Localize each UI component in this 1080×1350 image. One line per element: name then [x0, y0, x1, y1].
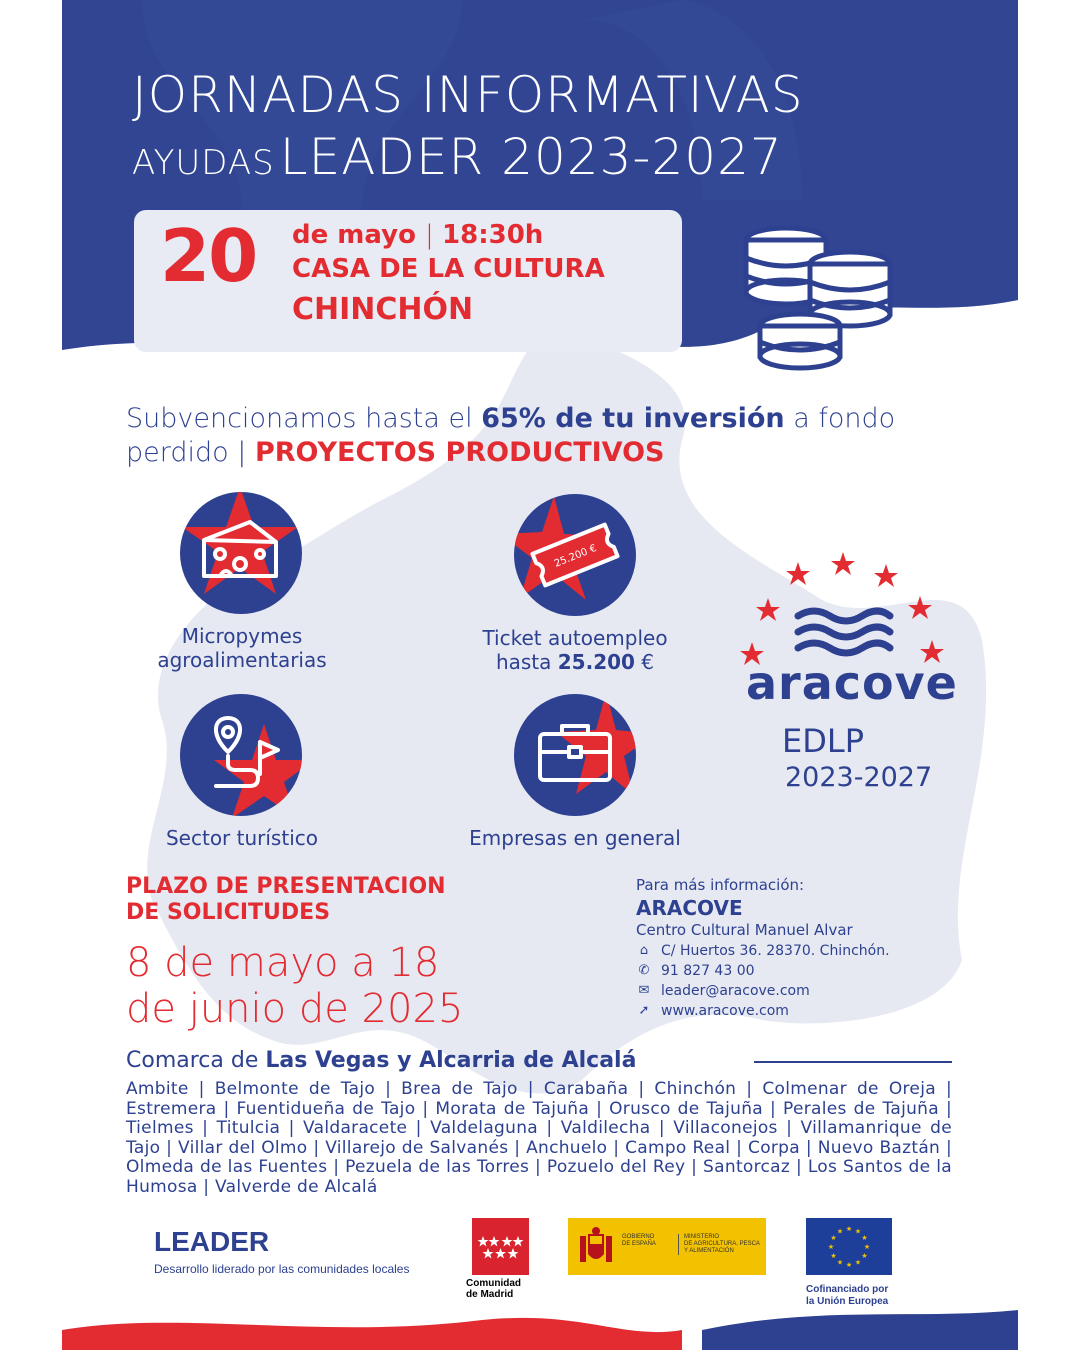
ticket-icon [514, 494, 636, 616]
region-towns: Ambite | Belmonte de Tajo | Brea de Tajo | Carabaña | Chinchón | Colmenar de Oreja | Estremera | Fuentidueña de Tajo | Morata de Tajuña | Orusco de Tajuña | Perales de Tajuña | Tielmes | Titulcia | Valdaracete | Valdelaguna | Valdilecha | Villaconejos | Villamanrique de Tajo | Villar del Olmo | Villarejo de Salvanés | Anchuelo | Campo Real | Corpa | Nuevo Baztán | Olmeda de las Fuentes | Pezuela de las Torres | Pozuelo del Rey | Santorcaz | Los Santos de la Humosa | Valverde de Alcalá [126, 1079, 952, 1197]
send-icon: ➚ [638, 1003, 650, 1018]
edlp-years: 2023-2027 [785, 762, 933, 793]
event-time: 18:30h [442, 220, 544, 250]
home-icon: ⌂ [639, 943, 649, 958]
ticket-label-amount: 25.200 [557, 650, 635, 674]
leader-logo-subtitle: Desarrollo liderado por las comunidades locales [154, 1262, 410, 1276]
cheese-icon [180, 492, 302, 614]
contact-address-row [636, 943, 890, 959]
svg-text:★: ★ [836, 1258, 844, 1267]
min-line-3: Y ALIMENTACIÓN [684, 1248, 734, 1254]
subsidy-highlight-red: PROYECTOS PRODUCTIVOS [254, 437, 665, 468]
event-day: 20 [160, 214, 257, 298]
ticket-label-pre: hasta [495, 650, 558, 674]
gobierno-espana-logo [568, 1218, 766, 1275]
contact-intro: Para más información: [636, 876, 805, 894]
ticket-label-post: € [634, 650, 655, 674]
eu-line-1: Cofinanciado por [806, 1284, 889, 1295]
sector-label-agro: Micropymes agroalimentarias [157, 624, 327, 672]
svg-text:★: ★ [830, 1252, 837, 1260]
contact-web[interactable]: www.aracove.com [661, 1003, 789, 1019]
coat-of-arms-icon [576, 1226, 616, 1268]
event-town: CHINCHÓN [292, 292, 474, 327]
eu-line-2: la Unión Europea [806, 1296, 889, 1307]
subsidy-text-b: a fondo perdido | [126, 403, 896, 468]
svg-text:★: ★ [827, 1243, 835, 1251]
title-line-2 [132, 128, 992, 186]
contact-org: ARACOVE [636, 896, 743, 920]
region-title [126, 1048, 636, 1073]
mail-icon: ✉ [638, 983, 650, 998]
svg-text:★: ★ [854, 1258, 862, 1267]
contact-email[interactable]: leader@aracove.com [661, 983, 810, 999]
contact-email-row[interactable] [636, 983, 890, 999]
event-venue: CASA DE LA CULTURA [292, 254, 605, 284]
region-divider [754, 1061, 952, 1063]
ministerio-text [678, 1234, 760, 1255]
subsidy-highlight: 65% de tu inversión [481, 403, 785, 434]
briefcase-icon [514, 694, 636, 816]
sector-label-business: Empresas en general [469, 826, 681, 850]
ticket-label-a: Ticket autoempleo [482, 626, 668, 650]
sector-label-tourism: Sector turístico [165, 826, 318, 850]
leader-logo-title: LEADER [154, 1226, 270, 1257]
edlp-label: EDLP [782, 722, 864, 760]
min-line-1: MINISTERIO [684, 1234, 720, 1240]
gob-line-2: DE ESPAÑA [622, 1241, 656, 1247]
title-line-1: JORNADAS INFORMATIVAS [132, 66, 804, 124]
title-main: LEADER 2023-2027 [279, 128, 783, 186]
contact-phone[interactable]: 91 827 43 00 [661, 963, 755, 979]
deadline-dates-2: de junio de 2025 [126, 986, 464, 1032]
coins-icon [738, 222, 898, 372]
eu-flag-icon [806, 1218, 892, 1275]
subsidy-text-a: Subvencionamos hasta el [126, 403, 482, 434]
deadline-dates [126, 940, 463, 1032]
phone-icon: ✆ [638, 963, 650, 978]
poster [62, 0, 1018, 1350]
deadline-dates-1: 8 de mayo a 18 [126, 940, 440, 986]
event-date-time: de mayo | 18:30h [292, 220, 544, 250]
svg-text:★: ★ [861, 1252, 868, 1260]
subsidy-text [126, 402, 986, 470]
contact-web-row[interactable] [636, 1003, 890, 1019]
comunidad-madrid-flag-icon [472, 1218, 529, 1275]
svg-text:★: ★ [861, 1234, 868, 1242]
svg-text:★: ★ [854, 1227, 862, 1236]
svg-text:★: ★ [836, 1227, 844, 1236]
sector-label-ticket [440, 626, 710, 674]
deadline-label-1: PLAZO DE PRESENTACION [126, 874, 446, 899]
svg-text:★: ★ [830, 1234, 837, 1242]
svg-text:★: ★ [845, 1261, 853, 1269]
deadline-label [126, 874, 446, 926]
deadline-label-2: DE SOLICITUDES [126, 900, 331, 925]
svg-text:★: ★ [845, 1225, 853, 1233]
region-name: Las Vegas y Alcarria de Alcalá [265, 1048, 637, 1073]
cm-line-1: Comunidad [466, 1278, 521, 1289]
comunidad-madrid-text [466, 1278, 521, 1300]
region-prefix: Comarca de [126, 1048, 266, 1073]
contact-phone-row[interactable] [636, 963, 890, 979]
svg-text:★: ★ [863, 1243, 871, 1251]
event-month: de mayo [292, 220, 416, 250]
ticket-amount: 25.200 € [552, 542, 599, 570]
cm-line-2: de Madrid [466, 1289, 514, 1300]
eu-text [806, 1284, 888, 1308]
min-line-2: DE AGRICULTURA, PESCA [684, 1241, 760, 1247]
aracove-wordmark: aracove [746, 656, 958, 710]
aracove-logo [738, 550, 948, 670]
contact-address: C/ Huertos 36. 28370. Chinchón. [661, 943, 890, 959]
gobierno-text [622, 1234, 656, 1248]
contact-block [636, 876, 890, 1019]
gob-line-1: GOBIERNO [622, 1234, 655, 1240]
title-prefix: AYUDAS [132, 143, 275, 183]
contact-center: Centro Cultural Manuel Alvar [636, 921, 853, 939]
route-map-icon [180, 694, 302, 816]
